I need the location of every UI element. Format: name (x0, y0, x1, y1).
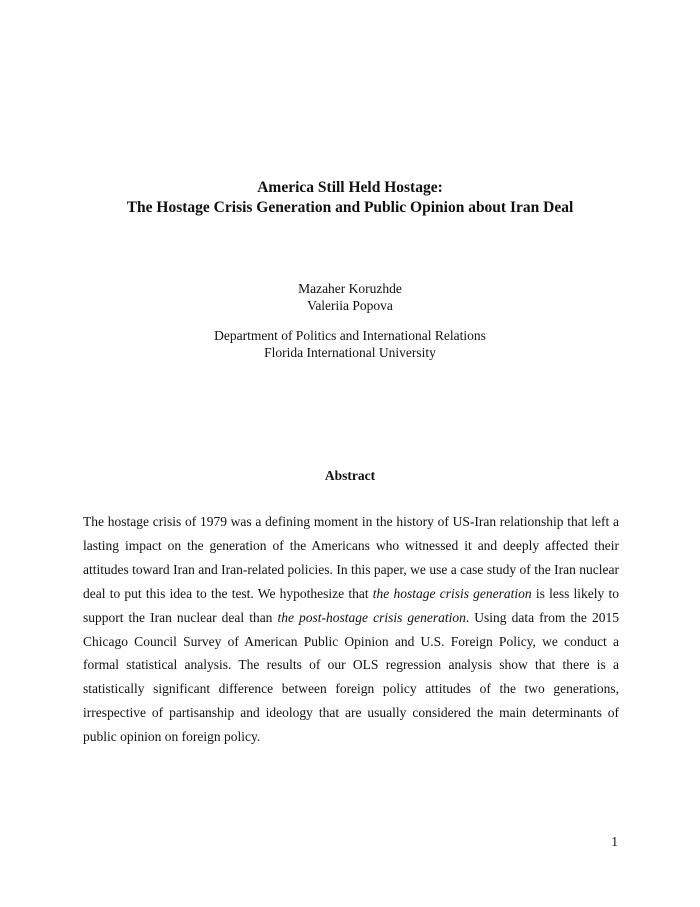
university-name: Florida International University (264, 345, 436, 360)
page-number: 1 (611, 834, 618, 849)
author-name: Valeriia Popova (307, 298, 393, 313)
abstract-text (83, 510, 619, 749)
abstract-text-part: The hostage crisis of 1979 was a defining moment in the history of US-Iran relationship that left a lasting impact on the generation of the Americans who witnessed it and deeply affected their attitudes toward Iran and Iran-related policies. In this paper, we use a case study of the Iran nuclear deal to put this idea to the test. We hypothesize that (83, 514, 619, 601)
author-name: Mazaher Koruzhde (298, 281, 402, 296)
abstract-emphasis: the hostage crisis generation (372, 585, 532, 601)
abstract-text-part: is less likely to support the Iran nuclear deal than (83, 585, 620, 625)
paper-title (0, 178, 700, 218)
title-line-2: The Hostage Crisis Generation and Public Opinion about Iran Deal (126, 199, 574, 216)
title-line-1: America Still Held Hostage: (257, 179, 443, 196)
author-list (0, 280, 700, 314)
abstract-emphasis: the post-hostage crisis generation (277, 609, 466, 625)
department-name: Department of Politics and International Relations (214, 328, 486, 343)
affiliation (0, 327, 700, 361)
abstract-heading: Abstract (324, 468, 376, 483)
abstract-text-part: . Using data from the 2015 Chicago Council Survey of American Public Opinion and U.S. Foreign Policy, we conduct a formal statistical analysis. The results of our OLS regression analysis show that there is a statistically significant difference between foreign policy attitudes of the two generations, irrespective of partisanship and ideology that are usually considered the main determinants of public opinion on foreign policy. (83, 609, 619, 745)
